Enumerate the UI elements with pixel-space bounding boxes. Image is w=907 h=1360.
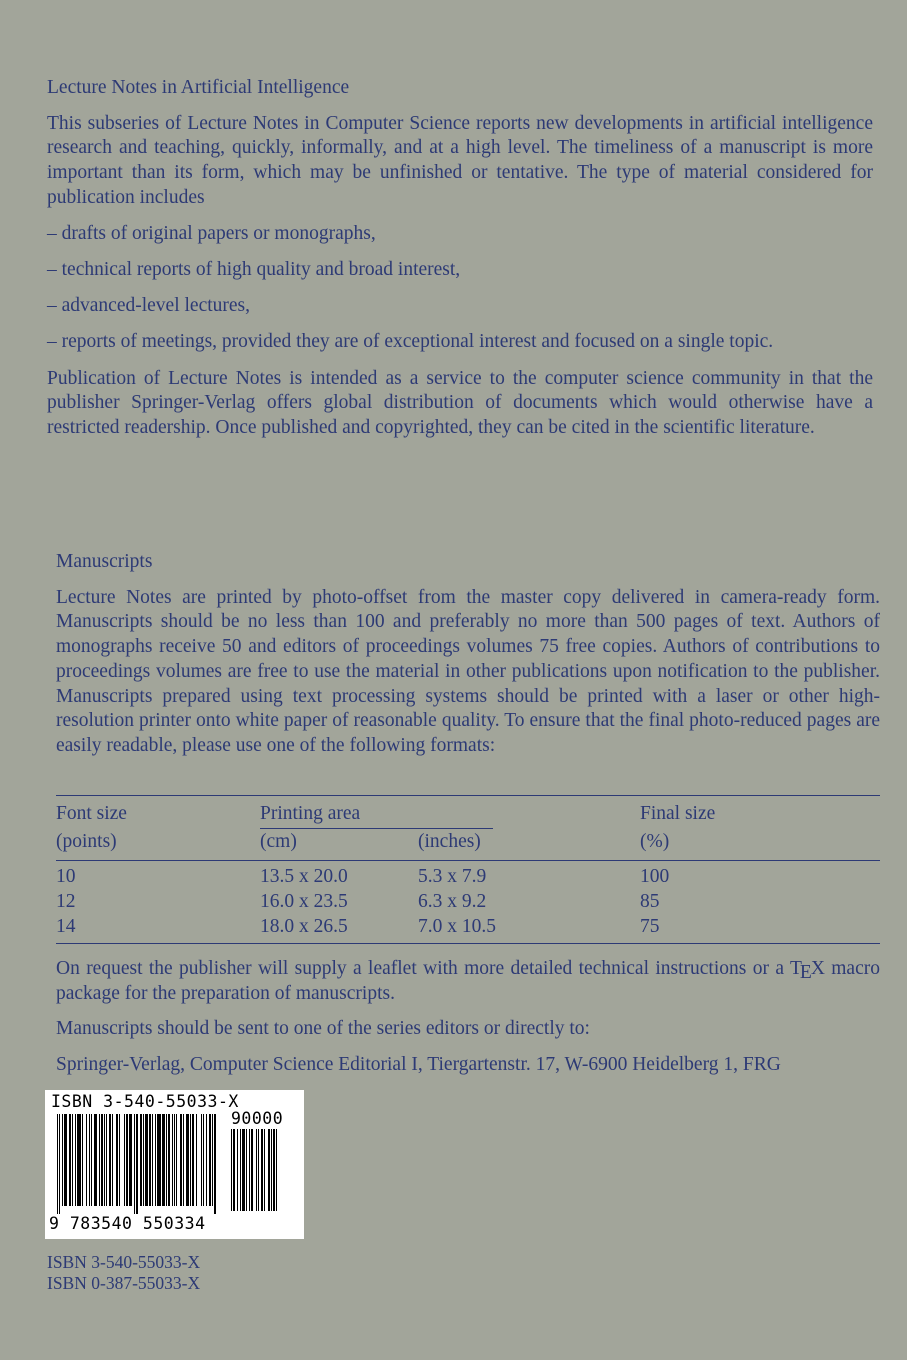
printing-area-rule <box>260 828 493 829</box>
table-cell-cm: 13.5 x 20.0 <box>260 866 348 887</box>
barcode-bar <box>140 1114 142 1206</box>
barcode-bar <box>57 1114 58 1214</box>
barcode-bar <box>89 1114 90 1206</box>
barcode-bar <box>149 1114 151 1206</box>
table-cell-final: 75 <box>640 916 660 937</box>
series-section <box>47 76 873 441</box>
barcode-bar <box>72 1114 73 1206</box>
isbn-line: ISBN 3-540-55033-X <box>47 1252 201 1272</box>
leaflet-paragraph <box>56 957 880 1006</box>
list-item: – drafts of original papers or monographs, <box>47 222 376 244</box>
barcode-bar <box>64 1114 67 1206</box>
table-cell-font: 14 <box>56 916 76 937</box>
table-cell-font: 10 <box>56 866 76 887</box>
barcode-bar <box>186 1114 189 1206</box>
barcode-bar <box>206 1114 207 1206</box>
series-intro: This subseries of Lecture Notes in Computer Science reports new developments in artificial intelligence research and teaching, quickly, informally, and at a high level. The timeliness of a manuscript is more important than its form, which may be unfinished or tentative. The type of material considered for publication includes <box>47 112 873 208</box>
send-to-line: Manuscripts should be sent to one of the series editors or directly to: <box>56 1018 590 1040</box>
format-table <box>56 795 880 945</box>
barcode-bar <box>77 1114 81 1206</box>
barcode-bar <box>176 1114 177 1206</box>
header-font-size-unit: (points) <box>56 831 117 852</box>
tex-x: X <box>810 958 825 979</box>
barcode-bar <box>59 1114 60 1214</box>
manuscripts-body: Lecture Notes are printed by photo-offset from the master copy delivered in camera-ready form. Manuscripts should be no less than 100 and preferably no more than 500 pages of text. Authors of monographs receive 50 and editors of proceedings volumes 75 free copies. Authors of contributions to proceedings volumes are free to use the material in other publications upon notification to the publisher. Manuscripts prepared using text processing systems should be printed with a laser or other high-resolution printer onto white paper of reasonable quality. To ensure that the final photo-reduced pages are easily readable, please use one of the following formats: <box>56 586 880 756</box>
table-cell-font: 12 <box>56 891 76 912</box>
table-header-rule <box>56 860 880 861</box>
barcode-bar <box>201 1114 202 1206</box>
barcode-bar <box>116 1114 118 1206</box>
barcode-bar <box>183 1114 184 1206</box>
table-cell-cm: 18.0 x 26.5 <box>260 916 348 937</box>
barcode-bar <box>101 1114 103 1206</box>
table-cell-final: 100 <box>640 866 670 887</box>
barcode-bar <box>264 1129 265 1211</box>
publication-paragraph: Publication of Lecture Notes is intended as a service to the computer science community in that the publisher Springer-Verlag offers global distribution of documents which would otherwise have a restricted readership. Once published and copyrighted, they can be cited in the scientific literature. <box>47 367 873 439</box>
barcode-bar <box>124 1114 125 1206</box>
header-final-size-unit: (%) <box>640 831 670 852</box>
table-cell-inches: 6.3 x 9.2 <box>418 891 487 912</box>
barcode-bar <box>233 1129 235 1211</box>
barcode-bar <box>99 1114 100 1206</box>
barcode-bar <box>168 1114 170 1206</box>
barcode-bar <box>162 1114 165 1206</box>
material-list <box>47 222 873 356</box>
tex-e: E <box>799 962 812 983</box>
barcode-bar <box>136 1114 138 1214</box>
barcode-bar <box>94 1114 97 1206</box>
barcode-bar <box>240 1129 241 1211</box>
barcode-bar <box>268 1129 270 1211</box>
barcode-addon-text: 90000 <box>231 1109 284 1128</box>
barcode-bar <box>112 1114 113 1206</box>
manuscripts-title: Manuscripts <box>56 551 153 572</box>
barcode-bar <box>256 1129 257 1211</box>
barcode-bar <box>273 1129 275 1211</box>
barcode-bar <box>109 1114 111 1206</box>
barcode-bar <box>190 1114 191 1206</box>
barcode-bar <box>212 1114 213 1206</box>
table-bottom-rule <box>56 943 880 944</box>
barcode-bar <box>104 1114 105 1206</box>
barcode-bar <box>143 1114 144 1206</box>
leaflet-text-end: macro package for the preparation of manuscripts. <box>56 958 880 1004</box>
barcode-bar <box>86 1114 87 1206</box>
barcode-bar <box>106 1114 107 1206</box>
manuscripts-section <box>56 550 880 759</box>
barcode-bar <box>145 1114 148 1206</box>
list-item: – reports of meetings, provided they are of exceptional interest and focused on a single topic. <box>47 331 774 353</box>
barcode-bar <box>261 1129 263 1211</box>
table-top-rule <box>56 795 880 796</box>
barcode-bar <box>69 1114 71 1206</box>
instructions-section <box>56 957 880 1089</box>
barcode-ean-text: 9 783540 550334 <box>49 1214 206 1233</box>
barcode-isbn-text: ISBN 3-540-55033-X <box>51 1092 239 1111</box>
barcode-bar <box>174 1114 175 1206</box>
barcode-bar <box>237 1129 238 1211</box>
barcode-bar <box>203 1114 204 1206</box>
header-final-size: Final size <box>640 803 716 824</box>
header-printing-area: Printing area <box>260 803 361 824</box>
barcode-bars-main <box>57 1114 227 1214</box>
barcode-bar <box>129 1114 132 1206</box>
barcode-bar <box>246 1129 247 1211</box>
table-cell-cm: 16.0 x 23.5 <box>260 891 348 912</box>
barcode-bar <box>271 1129 272 1211</box>
leaflet-text: On request the publisher will supply a leaflet with more detailed technical instructions or a T <box>56 958 802 979</box>
barcode-bar <box>258 1129 259 1211</box>
barcode-bar <box>180 1114 182 1206</box>
table-cell-inches: 5.3 x 7.9 <box>418 866 487 887</box>
barcode-bar <box>91 1114 92 1206</box>
barcode-bar <box>251 1129 253 1211</box>
barcode-bar <box>155 1114 156 1206</box>
table-cell-final: 85 <box>640 891 660 912</box>
header-font-size: Font size <box>56 803 127 824</box>
isbn-line: ISBN 0-387-55033-X <box>47 1273 201 1293</box>
header-inches: (inches) <box>418 831 481 852</box>
barcode-bar <box>82 1114 83 1206</box>
barcode-bar <box>62 1114 63 1206</box>
barcode-bar <box>276 1129 277 1211</box>
barcode-bar <box>134 1114 135 1214</box>
barcode-bar <box>75 1114 76 1206</box>
barcode-bar <box>166 1114 167 1206</box>
isbn-barcode <box>45 1090 304 1239</box>
barcode-bar <box>172 1114 173 1206</box>
header-cm: (cm) <box>260 831 297 852</box>
barcode-bar <box>231 1129 232 1211</box>
barcode-bar <box>157 1114 161 1206</box>
barcode-bars-addon <box>231 1129 297 1211</box>
list-item: – advanced-level lectures, <box>47 295 251 317</box>
isbn-list <box>47 1252 200 1294</box>
barcode-bar <box>214 1114 216 1214</box>
barcode-bar <box>152 1114 153 1206</box>
publisher-address: Springer-Verlag, Computer Science Editorial I, Tiergartenstr. 17, W-6900 Heidelberg 1, FRG <box>56 1054 781 1076</box>
table-cell-inches: 7.0 x 10.5 <box>418 916 496 937</box>
barcode-bar <box>249 1129 250 1211</box>
barcode-bar <box>119 1114 120 1206</box>
barcode-bar <box>192 1114 194 1206</box>
barcode-bar <box>209 1114 211 1206</box>
barcode-bar <box>126 1114 128 1206</box>
barcode-bar <box>196 1114 197 1206</box>
series-title: Lecture Notes in Artificial Intelligence <box>47 77 350 98</box>
list-item: – technical reports of high quality and broad interest, <box>47 258 461 280</box>
barcode-bar <box>242 1129 245 1211</box>
